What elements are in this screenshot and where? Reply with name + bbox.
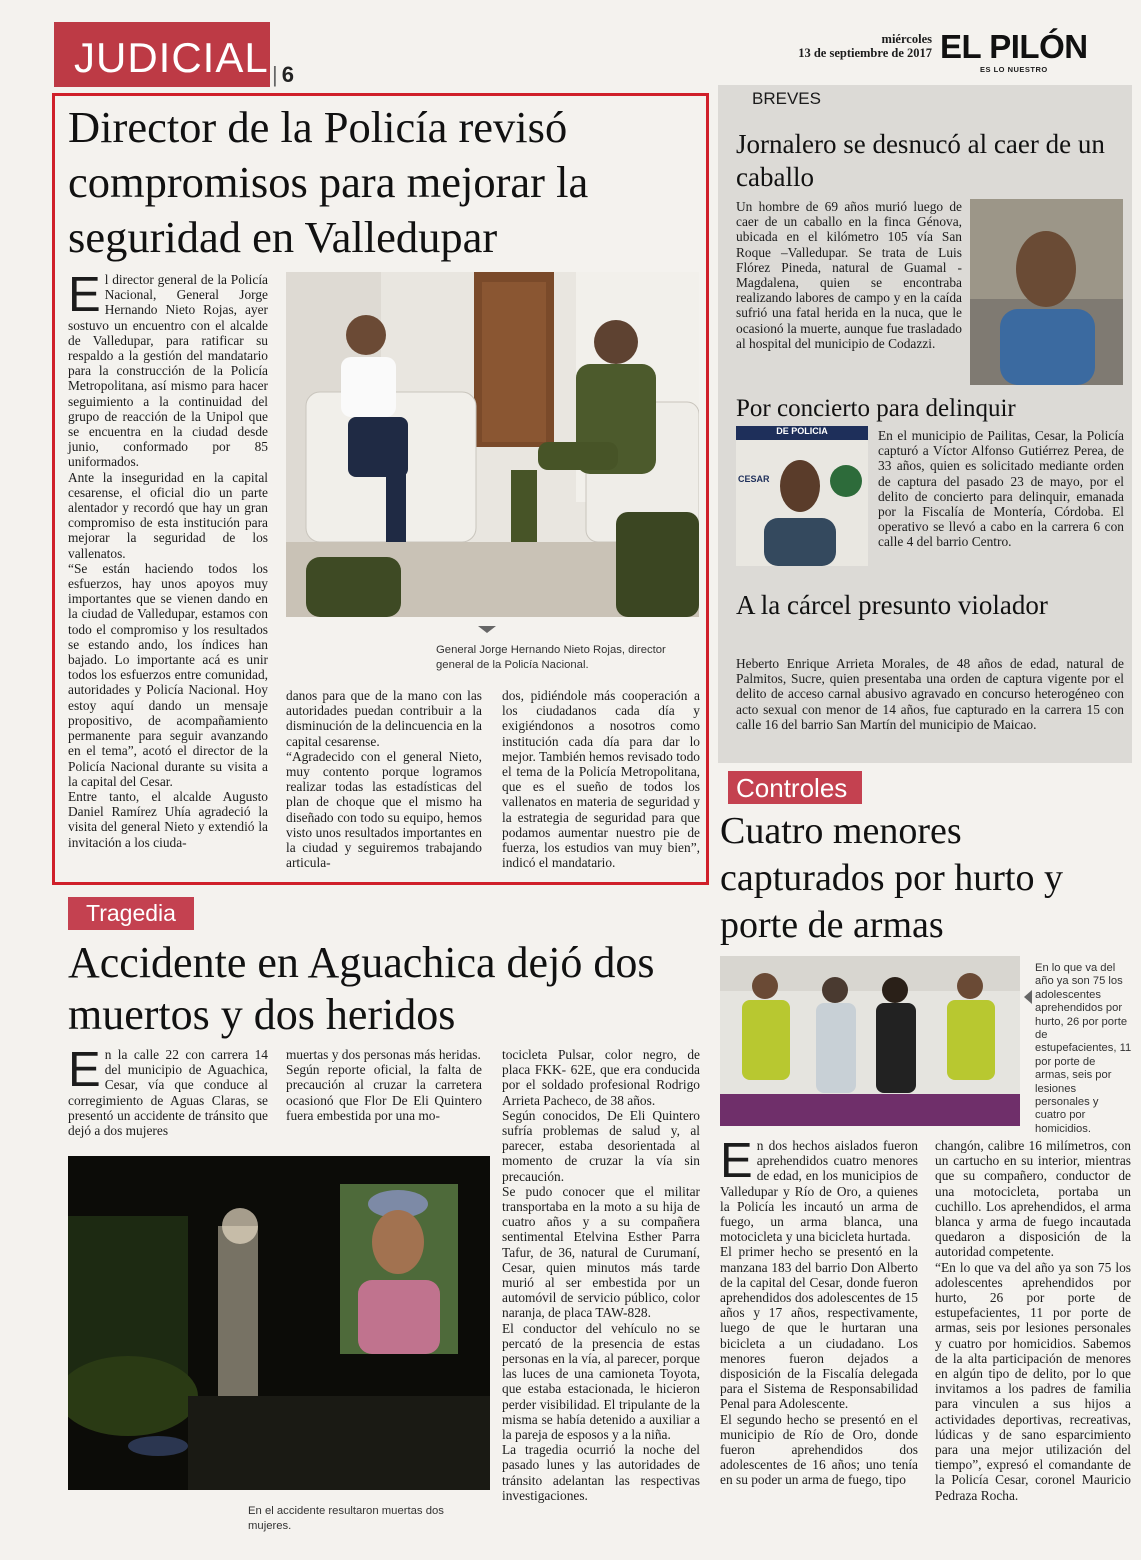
paragraph: Entre tanto, el alcalde Augusto Daniel Ramírez Uhía agradeció la visita del general Nieto y extendió la invitación a los ciuda- <box>68 788 268 850</box>
breve-photo-2 <box>736 426 868 566</box>
controles-photo-caption: En lo que va del año ya son 75 los adolescentes aprehendidos por hurto, 26 por porte de estupefacientes, 11 por porte de armas, seis por lesiones personales y cuatro por homicidios. <box>1035 962 1132 1135</box>
portrait-image <box>970 199 1123 385</box>
logo-text: EL PILÓN <box>940 28 1088 65</box>
mugshot-image <box>736 426 868 566</box>
paragraph: “En lo que va del año ya son 75 los adolescentes aprehendidos por hurto, 26 por porte de estupefacientes, 11 por porte de armas, seis por lesiones personales y cuatro por homicidios. Sabemos de la alta participación de menores en algún tipo de delito, por lo que invitamos a los padres de familia para vinculen a sus hijos a actividades deportivas, recreativas, lúdicas y de sano esparcimiento para una mejor utilización del tiempo”, expresó el comandante de la Policía Cesar, coronel Mauricio Pedraza Rocha. <box>935 1259 1131 1503</box>
tragedia-headline: Accidente en Aguachica dejó dos muertos y dos heridos <box>68 938 655 1039</box>
paragraph: El primer hecho se presentó en la manzana 183 del barrio Don Alberto de la capital del Cesar, donde fueron aprehendidos dos adolescentes de 15 años y 17 años, respectivamente, luego de que le hurtaran una bicicleta a un ciudadano. Los menores fueron dejados a disposición de la Fiscalía delegada para el Sistema de Responsabilidad Penal para Adolescente. <box>720 1244 918 1412</box>
paragraph: El director general de la Policía Nacional, General Jorge Hernando Nieto Rojas, ayer sostuvo un encuentro con el alcalde de Valledupar, para ratificar su respaldo a la gestión del mandatario para la construcción de la Policía Metropolitana, así mismo para hacer seguimiento a la continuidad del grupo de reacción de la Unipol que se encuentra en la ciudad desde junio, conformado por 85 uniformados. <box>68 268 268 470</box>
main-col-3 <box>502 688 700 870</box>
page-number: | 6 <box>272 62 294 88</box>
breves-label: BREVES <box>752 89 821 108</box>
paragraph: Se pudo conocer que el militar transportaba en la moto a su hija de cuatro años y a su compañera sentimental Etelvina Esther Parra Tafur, de 36, natural de Curumaní, Cesar, quien minutos más tarde murió al ser embestida por un automóvil de servicio público, color naranja, de placa TAW-828. <box>502 1183 700 1321</box>
paragraph: Heberto Enrique Arrieta Morales, de 48 años de edad, natural de Palmitos, Sucre, quien presentaba una orden de captura vigente por el delito de acceso carnal abusivo agravado en concurso heterogéneo con acto sexual con menor de 14 años, fue capturado en la carrera 15 con calle 16 del barrio San Martín del municipio de Maicao. <box>736 656 1124 732</box>
paragraph: En dos hechos aislados fueron aprehendidos cuatro menores de edad, en los municipios de Valledupar y Río de Oro, a quienes la Policía les incautó un arma de fuego, un arma blanca, una motocicleta y una bicicleta hurtada. <box>720 1134 918 1245</box>
paragraph: Según reporte oficial, la falta de precaución al cruzar la carretera ocasionó que Flor De Eli Quintero fuera embestida por una mo- <box>286 1062 482 1123</box>
paragraph: El conductor del vehículo no se percató de la presencia de estas personas en la vía, al parecer, porque las luces de una camioneta Toyota, que estaba estacionada, le hicieron perder visibilidad. El tripulante de la misma se había detenido a auxiliar a la pareja de esposos y a la niña. <box>502 1320 700 1443</box>
caption-arrow-icon <box>1024 990 1032 1004</box>
paragraph: Según conocidos, De Eli Quintero sufría problemas de salud y, al parecer, estaba desorientada al momento de cruzar la vía sin precaución. <box>502 1107 700 1184</box>
tragedia-col-2 <box>286 1047 482 1123</box>
breve-headline-3: A la cárcel presunto violador <box>736 590 1048 620</box>
paragraph: “Se están haciendo todos los esfuerzos, hay unos apoyos muy importantes que se vienen dando en la ciudad de Valledupar, estamos con todo el compromiso y los resultados se estando ando, los índices han bajado. Lo importante acá es unir todos los esfuerzos entre comunidad, autoridades y Policía Nacional. Hoy estoy aquí dando un mensaje propositivo, de acompañamiento permanente para seguir avanzando en el tema”, acotó el director de la Policía Nacional durante su visita a la capital del Cesar. <box>68 560 268 789</box>
tragedia-col-3 <box>502 1047 700 1503</box>
paragraph: El segundo hecho se presentó en el municipio de Río de Oro, donde fueron aprehendidos dos adolescentes de 16 años; uno tenía en su poder un arma de fuego, tipo <box>720 1411 918 1488</box>
tragedia-photo-caption: En el accidente resultaron muertas dos mujeres. <box>248 1505 444 1532</box>
paragraph: En el municipio de Pailitas, Cesar, la Policía capturó a Víctor Alfonso Gutiérrez Perea, de 33 años, quien es solicitado mediante orden de captura del pasado 23 de mayo, por el delito de concierto para delinquir, emanada por la Fiscalía de Montería, Córdoba. El operativo se llevó a cabo en la carrera 6 con calle 4 del barrio Centro. <box>878 428 1124 550</box>
tragedia-col-1 <box>68 1043 268 1139</box>
paragraph: dos, pidiéndole más cooperación a los ciudadanos cada día y exigiéndonos a nosotros como institución cada día para dar lo mejor. También hemos revisado todo el tema de la Policía Metropolitana, que es el sueño de todos los vallenatos en materia de seguridad y la estrategia de seguridad para que podamos aumentar nuestro pie de fuerza, los estudios van muy bien”, indicó el mandatario. <box>502 688 700 871</box>
newspaper-logo <box>940 28 1130 72</box>
paragraph: Ante la inseguridad en la capital cesarense, el oficial dio un parte alentador y recordó que hay un gran compromiso de esta institución para mejorar la seguridad de los vallenatos. <box>68 469 268 561</box>
breve-body-2 <box>878 428 1124 550</box>
meeting-photo-image <box>286 272 699 617</box>
section-label: JUDICIAL <box>74 34 269 81</box>
victim-portrait-image <box>340 1184 458 1354</box>
breve-body-3 <box>736 656 1124 732</box>
paragraph: En la calle 22 con carrera 14 del municipio de Aguachica, Cesar, vía que conduce al corregimiento de Aguas Claras, se presentó un accidente de tránsito que dejó a dos mujeres <box>68 1043 268 1139</box>
controles-headline: Cuatro menores capturados por hurto y porte de armas <box>720 810 1063 946</box>
paragraph: muertas y dos personas más heridas. <box>286 1047 481 1062</box>
breve-headline-2: Por concierto para delinquir <box>736 395 1016 422</box>
paragraph: tocicleta Pulsar, color negro, de placa FKK- 62E, que era conducida por el soldado profesional Rodrigo Arrieta Pacheco, de 38 años. <box>502 1047 700 1108</box>
section-tag <box>54 22 270 87</box>
breve-body-1 <box>736 199 962 351</box>
main-col-1 <box>68 268 268 850</box>
breve-photo-1 <box>970 199 1123 385</box>
controles-col-2 <box>935 1138 1131 1503</box>
mugshot-banner: DE POLICIA <box>776 426 828 436</box>
paragraph: La tragedia ocurrió la noche del pasado lunes y las autoridades de tránsito adelantan las respectivas investigaciones. <box>502 1442 700 1503</box>
controles-col-1 <box>720 1134 918 1488</box>
paragraph: Un hombre de 69 años murió luego de caer de un caballo en la finca Génova, ubicada en el kilómetro 105 vía San Roque –Valledupar. Se trata de Luis Flórez Pineda, natural de Guamal -Magdalena, quien se encontraba realizando labores de campo y en la caída sufrió una fatal herida en la nuca, que le ocasionó la muerte, aunque fue trasladado al hospital del municipio de Codazzi. <box>736 199 962 351</box>
controles-tag-label: Controles <box>736 773 848 803</box>
main-col-2 <box>286 688 482 870</box>
paragraph: changón, calibre 16 milímetros, con un cartucho en su interior, mientras que su compañero, conductor de una motocicleta, portaba un cuchillo. Los aprehendidos, el arma blanca y arma de fuego incautada quedaron a disposición de la autoridad competente. <box>935 1138 1131 1260</box>
date-full: 13 de septiembre de 2017 <box>798 46 932 60</box>
date-weekday: miércoles <box>881 32 932 46</box>
controles-tag <box>728 771 862 804</box>
arrest-photo-image <box>720 956 1020 1126</box>
main-headline: Director de la Policía revisó compromisos para mejorar la seguridad en Valledupar <box>68 102 589 262</box>
victim-photo <box>340 1184 458 1354</box>
issue-date <box>760 32 932 60</box>
main-photo <box>286 272 699 617</box>
main-photo-caption: General Jorge Hernando Nieto Rojas, director general de la Policía Nacional. <box>436 644 666 671</box>
tragedia-tag <box>68 897 194 930</box>
mugshot-side-label: CESAR <box>738 474 770 484</box>
breve-headline-1: Jornalero se desnucó al caer de un caballo <box>736 129 1105 192</box>
caption-arrow-icon <box>478 626 496 633</box>
tragedia-tag-label: Tragedia <box>86 900 176 926</box>
paragraph: danos para que de la mano con las autoridades puedan contribuir a la disminución de la delincuencia en la capital cesarense. <box>286 688 482 749</box>
logo-slogan: ES LO NUESTRO <box>980 65 1048 74</box>
controles-photo <box>720 956 1020 1126</box>
paragraph: “Agradecido con el general Nieto, muy contento porque logramos realizar todas las estadísticas del plan de choque que el mismo ha diseñado con todo su equipo, hemos visto unos resultados importantes en la ciudad y seguiremos trabajando articula- <box>286 748 482 871</box>
